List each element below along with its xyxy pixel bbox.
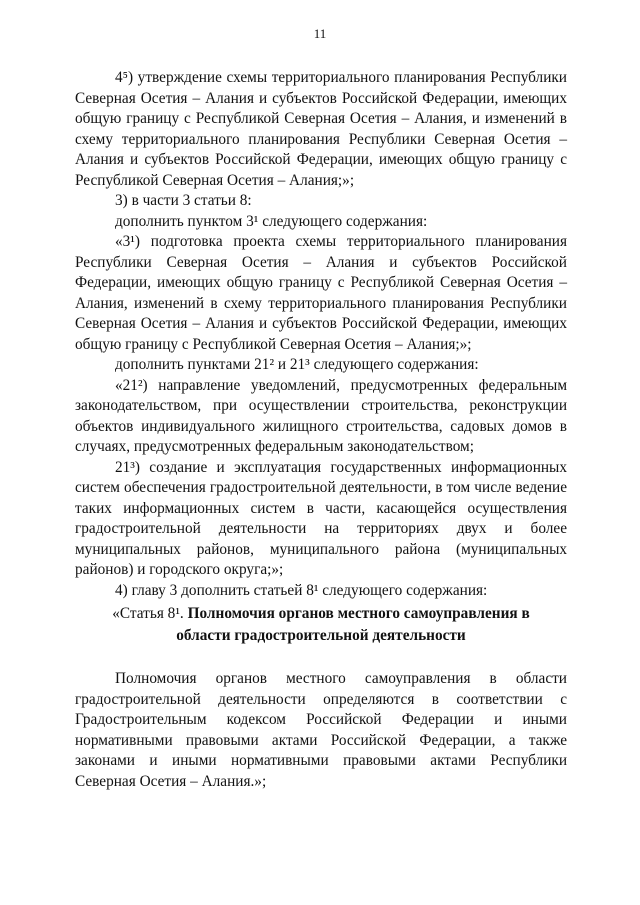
article-body: Полномочия органов местного самоуправления в области градостроительной деятельности определяются в соответствии с Градостроительным кодексом Российской Федерации и иными нормативными правовыми актами Российской Федерации, а также законами и иными нормативными правовыми актами Республики Северная Осетия – Алания.»; [75, 670, 567, 790]
paragraph-point-21-2: «21²) направление уведомлений, предусмотренных федеральным законодательством, при осуществлении строительства, реконструкции объектов индивидуального жилищного строительства, садовых домов в случаях, предусмотренных федеральным законодательством; [75, 376, 567, 455]
paragraph-item-4-5: 4⁵) утверждение схемы территориального планирования Республики Северная Осетия – Алания и субъектов Российской Федерации, имеющих общую границу с Республикой Северная Осетия – Алания, и изменений в схему территориального планирования Республики Северная Осетия – Алания и субъектов Российской Федерации, имеющих общую границу с Республикой Северная Осетия – Алания;»; [75, 69, 567, 189]
article-title-line-1: Полномочия органов местного самоуправления в [187, 605, 530, 622]
article-number: «Статья 8¹. [112, 605, 184, 622]
article-heading [75, 603, 567, 647]
page-number: 11 [313, 26, 327, 41]
paragraph-add-point-3-1: дополнить пунктом 3¹ следующего содержания: [115, 212, 428, 230]
article-title-line-2: области градостроительной деятельности [176, 627, 466, 644]
paragraph-item-4: 4) главу 3 дополнить статьей 8¹ следующего содержания: [115, 581, 488, 599]
paragraph-point-3-1: «3¹) подготовка проекта схемы территориального планирования Республики Северная Осетия – Алания и субъектов Российской Федерации, имеющих общую границу с Республикой Северная Осетия – Алания, изменений в схему территориального планирования Республики Северная Осетия – Алания и субъектов Российской Федерации, имеющих общую границу с Республикой Северная Осетия – Алания;»; [75, 233, 567, 353]
paragraph-add-points-21: дополнить пунктами 21² и 21³ следующего содержания: [115, 356, 479, 373]
paragraph-point-21-3: 21³) создание и эксплуатация государственных информационных систем обеспечения градостроительной деятельности, в том числе ведение таких информационных систем в части, касающейся осуществления градостроительной деятельности на территориях двух и более муниципальных районов, муниципального района (муниципальных районов) и городского округа;»; [75, 458, 567, 578]
document-body [75, 68, 567, 792]
spacer [75, 647, 567, 669]
paragraph-item-3: 3) в части 3 статьи 8: [115, 192, 252, 209]
